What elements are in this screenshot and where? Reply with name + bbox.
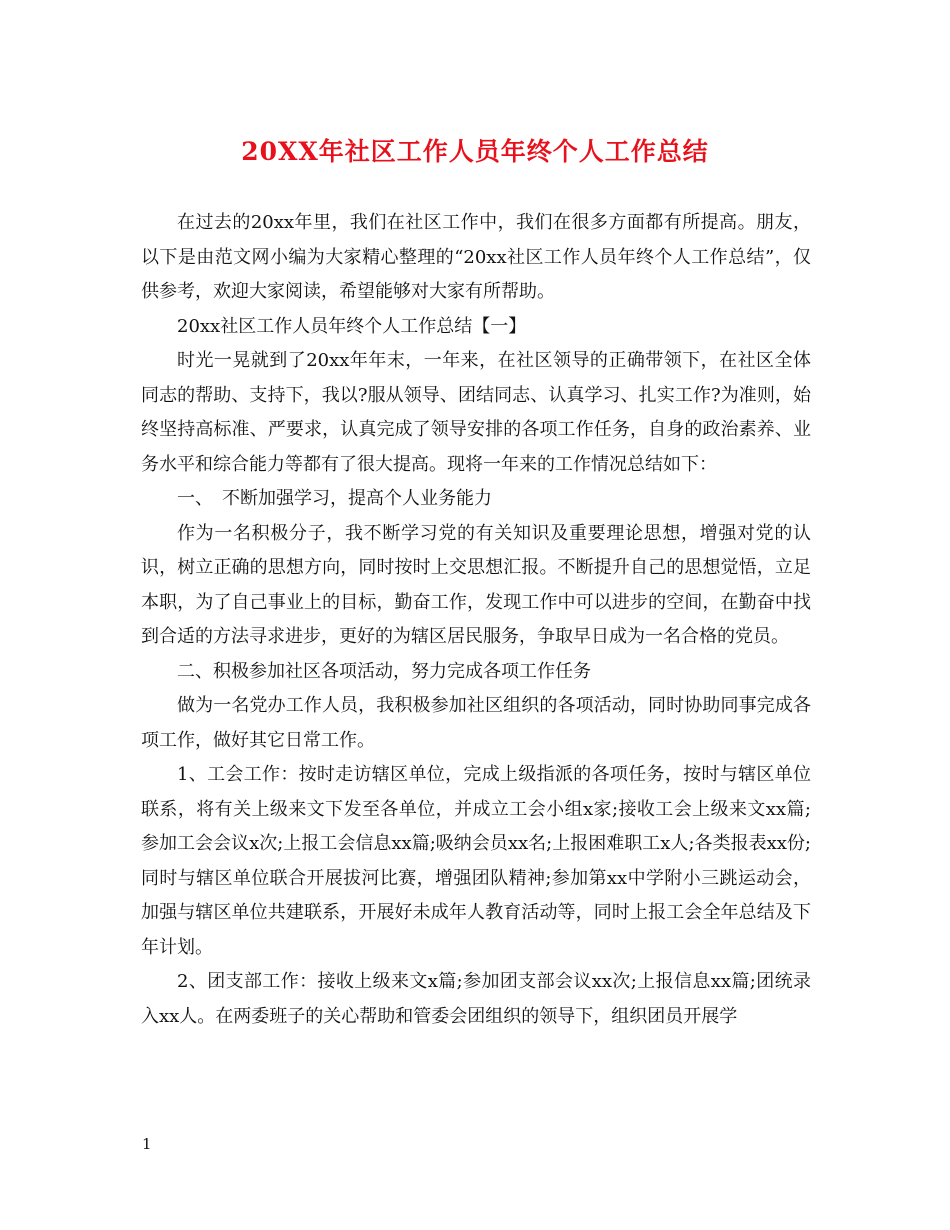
paragraph-study: 作为一名积极分子，我不断学习党的有关知识及重要理论思想，增强对党的认识，树立正确的思想方向，同时按时上交思想汇报。不断提升自己的思想觉悟，立足本职，为了自己事业上的目标，勤奋工作，发现工作中可以进步的空间，在勤奋中找到合适的方法寻求进步，更好的为辖区居民服务，争取早日成为一名合格的党员。 [141, 522, 811, 647]
paragraph-summary: 时光一晃就到了20xx年年末，一年来，在社区领导的正确带领下，在社区全体同志的帮助、支持下，我以?服从领导、团结同志、认真学习、扎实工作?为准则，始终坚持高标准、严要求，认真完成了领导安排的各项工作任务，自身的政治素养、业务水平和综合能力等都有了很大提高。现将一年来的工作情况总结如下： [141, 350, 811, 475]
paragraph-section-heading: 20xx社区工作人员年终个人工作总结【一】 [177, 315, 527, 337]
page-number: 1 [142, 1135, 152, 1153]
paragraph-intro: 在过去的20xx年里，我们在社区工作中，我们在很多方面都有所提高。朋友，以下是由范文网小编为大家精心整理的“20xx社区工作人员年终个人工作总结”，仅供参考，欢迎大家阅读，希望能够对大家有所帮助。 [141, 212, 811, 302]
paragraph-league-work: 2、团支部工作：接收上级来文x篇;参加团支部会议xx次;上报信息xx篇;团统录入xx人。在两委班子的关心帮助和管委会团组织的领导下，组织团员开展学 [141, 971, 811, 1027]
document-title: 20XX年社区工作人员年终个人工作总结 [241, 137, 709, 166]
paragraph-heading-one: 一、 不断加强学习，提高个人业务能力 [177, 488, 492, 509]
paragraph-heading-two: 二、积极参加社区各项活动，努力完成各项工作任务 [177, 660, 591, 682]
paragraph-union-work: 1、工会工作：按时走访辖区单位，完成上级指派的各项任务，按时与辖区单位联系，将有关上级来文下发至各单位，并成立工会小组x家;接收工会上级来文xx篇;参加工会会议x次;上报工会信息xx篇;吸纳会员xx名;上报困难职工x人;各类报表xx份;同时与辖区单位联合开展拔河比赛，增强团队精神;参加第xx中学附小三跳运动会，加强与辖区单位共建联系，开展好未成年人教育活动等，同时上报工会全年总结及下年计划。 [141, 764, 811, 958]
paragraph-activities: 做为一名党办工作人员，我积极参加社区组织的各项活动，同时协助同事完成各项工作，做好其它日常工作。 [141, 695, 811, 751]
document-body [141, 206, 811, 1034]
